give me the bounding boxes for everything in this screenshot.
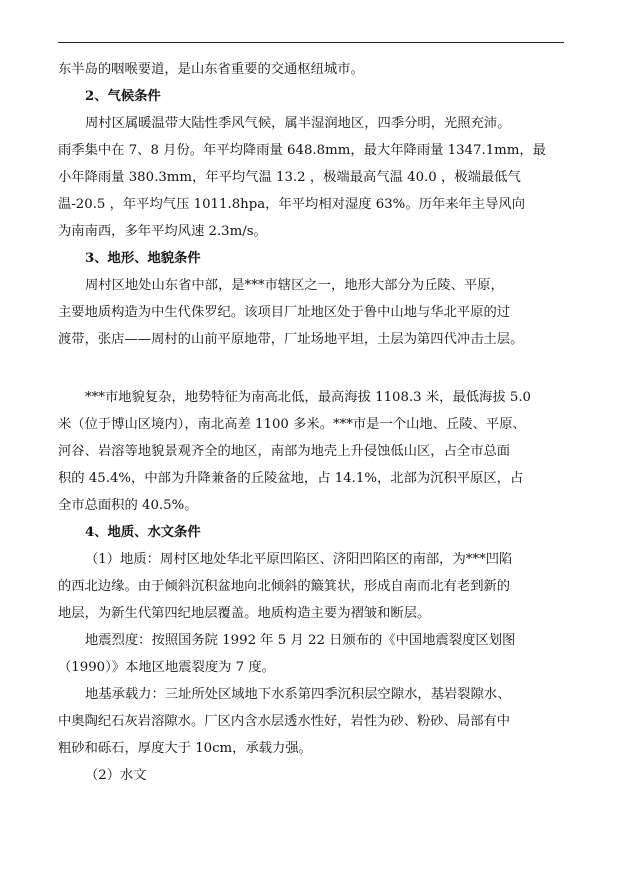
- paragraph-line: 地层，为新生代第四纪地层覆盖。地质构造主要为褶皱和断层。: [58, 606, 431, 621]
- paragraph-line: 的西北边缘。由于倾斜沉积盆地向北倾斜的簸箕状，形成自南而北有老到新的: [58, 579, 511, 594]
- paragraph-gap: [58, 353, 564, 384]
- section-heading-geology: 4、地质、水文条件: [85, 525, 201, 540]
- paragraph-line: 小年降雨量 380.3mm，年平均气温 13.2 ，极端最高气温 40.0 ，极端最低气: [58, 170, 521, 185]
- paragraph-line: 周村区地处山东省中部，是***市辖区之一，地形大部分为丘陵、平原，: [85, 278, 504, 293]
- paragraph-line: 东半岛的咽喉要道，是山东省重要的交通枢纽城市。: [58, 62, 364, 77]
- section-heading-terrain: 3、地形、地貌条件: [85, 251, 201, 266]
- paragraph-line: 全市总面积的 40.5%。: [58, 498, 198, 513]
- paragraph-line: 主要地质构造为中生代侏罗纪。该项目厂址地区处于鲁中山地与华北平原的过: [58, 305, 511, 320]
- paragraph-line: ***市地貌复杂，地势特征为南高北低，最高海拔 1108.3 米，最低海拔 5.0: [85, 390, 532, 405]
- subsection-hydrology: （2）水文: [85, 768, 147, 783]
- paragraph-line: 温-20.5 ，年平均气压 1011.8hpa，年平均相对湿度 63%。历年来年主导风向: [58, 197, 525, 212]
- paragraph-line: 地基承载力：三址所处区域地下水系第四季沉积层空隙水，基岩裂隙水、: [85, 687, 511, 702]
- paragraph-line: 地震烈度：按照国务院 1992 年 5 月 22 日颁布的《中国地震裂度区划图: [85, 633, 516, 648]
- paragraph-line: 周村区属暖温带大陆性季风气候，属半湿润地区，四季分明，光照充沛。: [85, 116, 511, 131]
- paragraph-line: 粗砂和砾石，厚度大于 10cm，承载力强。: [58, 741, 312, 756]
- paragraph-line: 河谷、岩溶等地貌景观齐全的地区，南部为地壳上升侵蚀低山区，占全市总面: [58, 444, 511, 459]
- header-rule: [58, 42, 564, 43]
- section-heading-climate: 2、气候条件: [85, 89, 161, 104]
- paragraph-line: 中奥陶纪石灰岩溶隙水。厂区内含水层透水性好，岩性为砂、粉砂、局部有中: [58, 714, 511, 729]
- paragraph-line: 米（位于博山区境内），南北高差 1100 多米。***市是一个山地、丘陵、平原、: [58, 417, 526, 432]
- paragraph-line: 积的 45.4%，中部为升降兼备的丘陵盆地，占 14.1%，北部为沉积平原区，占: [58, 471, 524, 486]
- paragraph-line: （1990）》本地区地震裂度为 7 度。: [58, 660, 275, 675]
- paragraph-line: 渡带，张店——周村的山前平原地带，厂址场地平坦，土层为第四代冲击土层。: [58, 332, 524, 347]
- paragraph-line: 雨季集中在 7、8 月份。年平均降雨量 648.8mm，最大年降雨量 1347.1mm，最: [58, 143, 546, 158]
- document-page: [58, 56, 564, 789]
- paragraph-line: （1）地质：周村区地处华北平原凹陷区、济阳凹陷区的南部，为***凹陷: [85, 552, 513, 567]
- paragraph-line: 为南南西，多年平均风速 2.3m/s。: [58, 224, 267, 239]
